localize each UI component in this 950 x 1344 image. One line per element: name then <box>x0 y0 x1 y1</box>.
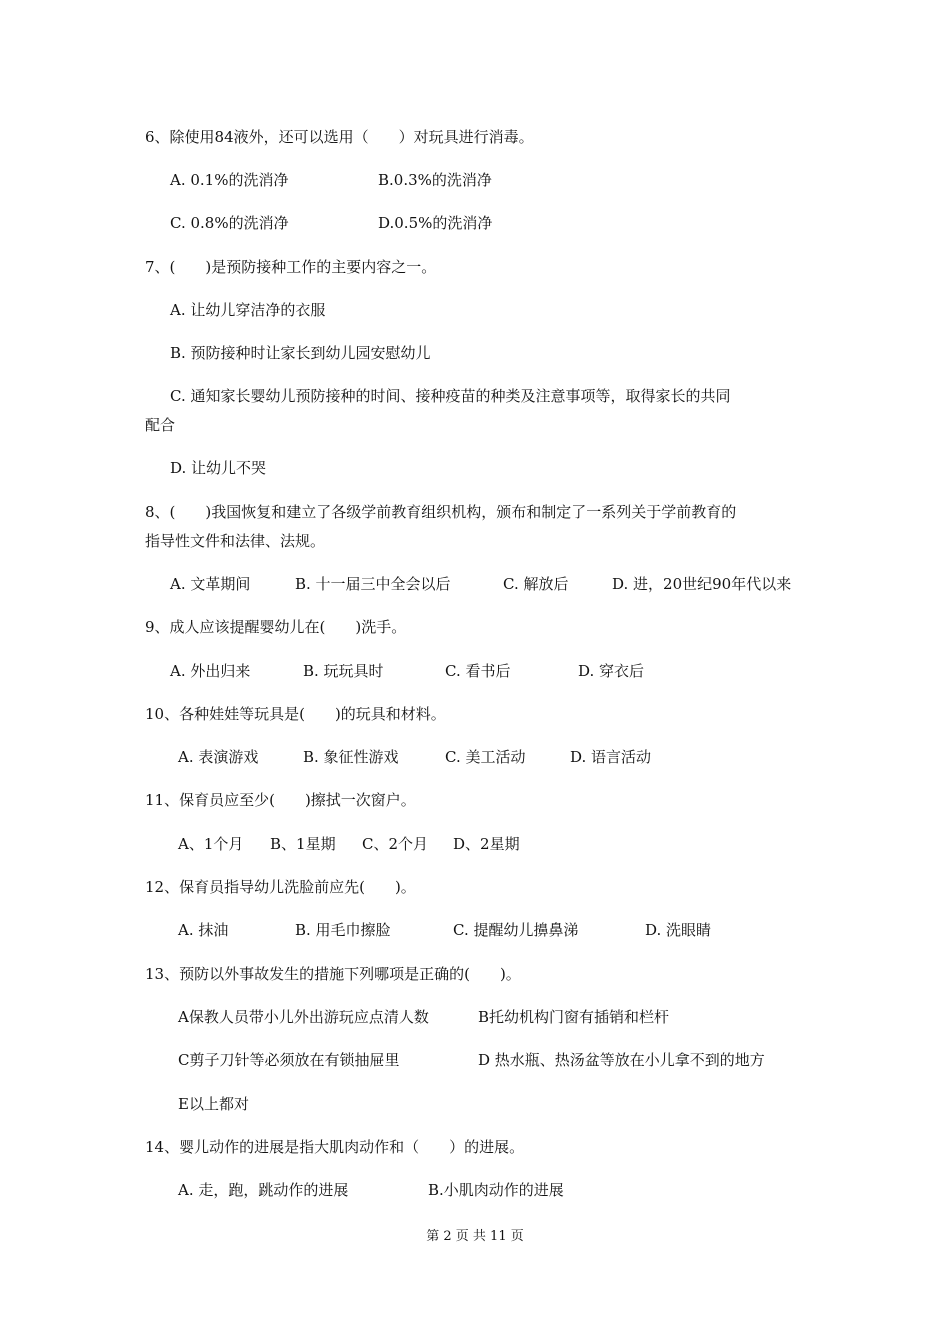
question-14-stem: 14、婴儿动作的进展是指大肌肉动作和（ ）的进展。 <box>145 1138 525 1156</box>
question-12-option-d: D. 洗眼睛 <box>645 921 712 939</box>
question-12-option-b: B. 用毛巾擦脸 <box>295 921 391 939</box>
question-7-option-c-continued: 配合 <box>145 416 176 434</box>
question-13-option-a: A保教人员带小儿外出游玩应点清人数 <box>178 1008 429 1026</box>
question-14-option-b: B.小肌肉动作的进展 <box>428 1181 564 1199</box>
question-9-option-c: C. 看书后 <box>445 662 511 680</box>
question-14-option-a: A. 走，跑，跳动作的进展 <box>178 1181 349 1199</box>
question-7-stem: 7、( )是预防接种工作的主要内容之一。 <box>145 258 437 276</box>
question-12-option-c: C. 提醒幼儿擤鼻涕 <box>453 921 579 939</box>
question-12-option-a: A. 抹油 <box>178 921 229 939</box>
question-13-option-d: D 热水瓶、热汤盆等放在小儿拿不到的地方 <box>478 1051 765 1069</box>
question-8-option-a: A. 文革期间 <box>170 575 251 593</box>
question-8-option-c: C. 解放后 <box>503 575 569 593</box>
question-9-option-a: A. 外出归来 <box>170 662 251 680</box>
question-10-option-a: A. 表演游戏 <box>178 748 259 766</box>
question-9-option-b: B. 玩玩具时 <box>303 662 384 680</box>
question-11-option-b: B、1星期 <box>270 835 336 853</box>
question-13-stem: 13、预防以外事故发生的措施下列哪项是正确的( )。 <box>145 965 521 983</box>
question-11-option-d: D、2星期 <box>453 835 520 853</box>
question-8-stem-line-2: 指导性文件和法律、法规。 <box>145 532 326 550</box>
page-number-footer: 第 2 页 共 11 页 <box>426 1229 524 1244</box>
question-13-option-b: B托幼机构门窗有插销和栏杆 <box>478 1008 670 1026</box>
question-8-stem-line-1: 8、( )我国恢复和建立了各级学前教育组织机构，颁布和制定了一系列关于学前教育的 <box>145 503 737 521</box>
question-7-option-d: D. 让幼儿不哭 <box>170 459 267 477</box>
question-11-stem: 11、保育员应至少( )擦拭一次窗户。 <box>145 791 416 809</box>
question-8-option-b: B. 十一届三中全会以后 <box>295 575 451 593</box>
question-6-option-d: D.0.5%的洗消净 <box>378 214 493 232</box>
question-12-stem: 12、保育员指导幼儿洗脸前应先( )。 <box>145 878 416 896</box>
question-10-stem: 10、各种娃娃等玩具是( )的玩具和材料。 <box>145 705 446 723</box>
question-7-option-b: B. 预防接种时让家长到幼儿园安慰幼儿 <box>170 344 431 362</box>
question-10-option-c: C. 美工活动 <box>445 748 526 766</box>
question-10-option-d: D. 语言活动 <box>570 748 652 766</box>
question-8-option-d: D. 进，20世纪90年代以来 <box>612 575 792 593</box>
question-6-option-c: C. 0.8%的洗消净 <box>170 214 289 232</box>
question-9-option-d: D. 穿衣后 <box>578 662 645 680</box>
question-10-option-b: B. 象征性游戏 <box>303 748 399 766</box>
question-11-option-c: C、2个月 <box>362 835 429 853</box>
question-13-option-c: C剪子刀针等必须放在有锁抽屉里 <box>178 1051 400 1069</box>
question-7-option-c: C. 通知家长婴幼儿预防接种的时间、接种疫苗的种类及注意事项等，取得家长的共同 <box>170 387 731 405</box>
question-6-option-a: A. 0.1%的洗消净 <box>170 171 289 189</box>
question-6-stem: 6、除使用84液外，还可以选用（ ）对玩具进行消毒。 <box>145 128 534 146</box>
question-11-option-a: A、1个月 <box>178 835 244 853</box>
question-6-option-b: B.0.3%的洗消净 <box>378 171 492 189</box>
question-13-option-e: E以上都对 <box>178 1095 249 1113</box>
question-7-option-a: A. 让幼儿穿洁净的衣服 <box>170 301 326 319</box>
question-9-stem: 9、成人应该提醒婴幼儿在( )洗手。 <box>145 618 407 636</box>
